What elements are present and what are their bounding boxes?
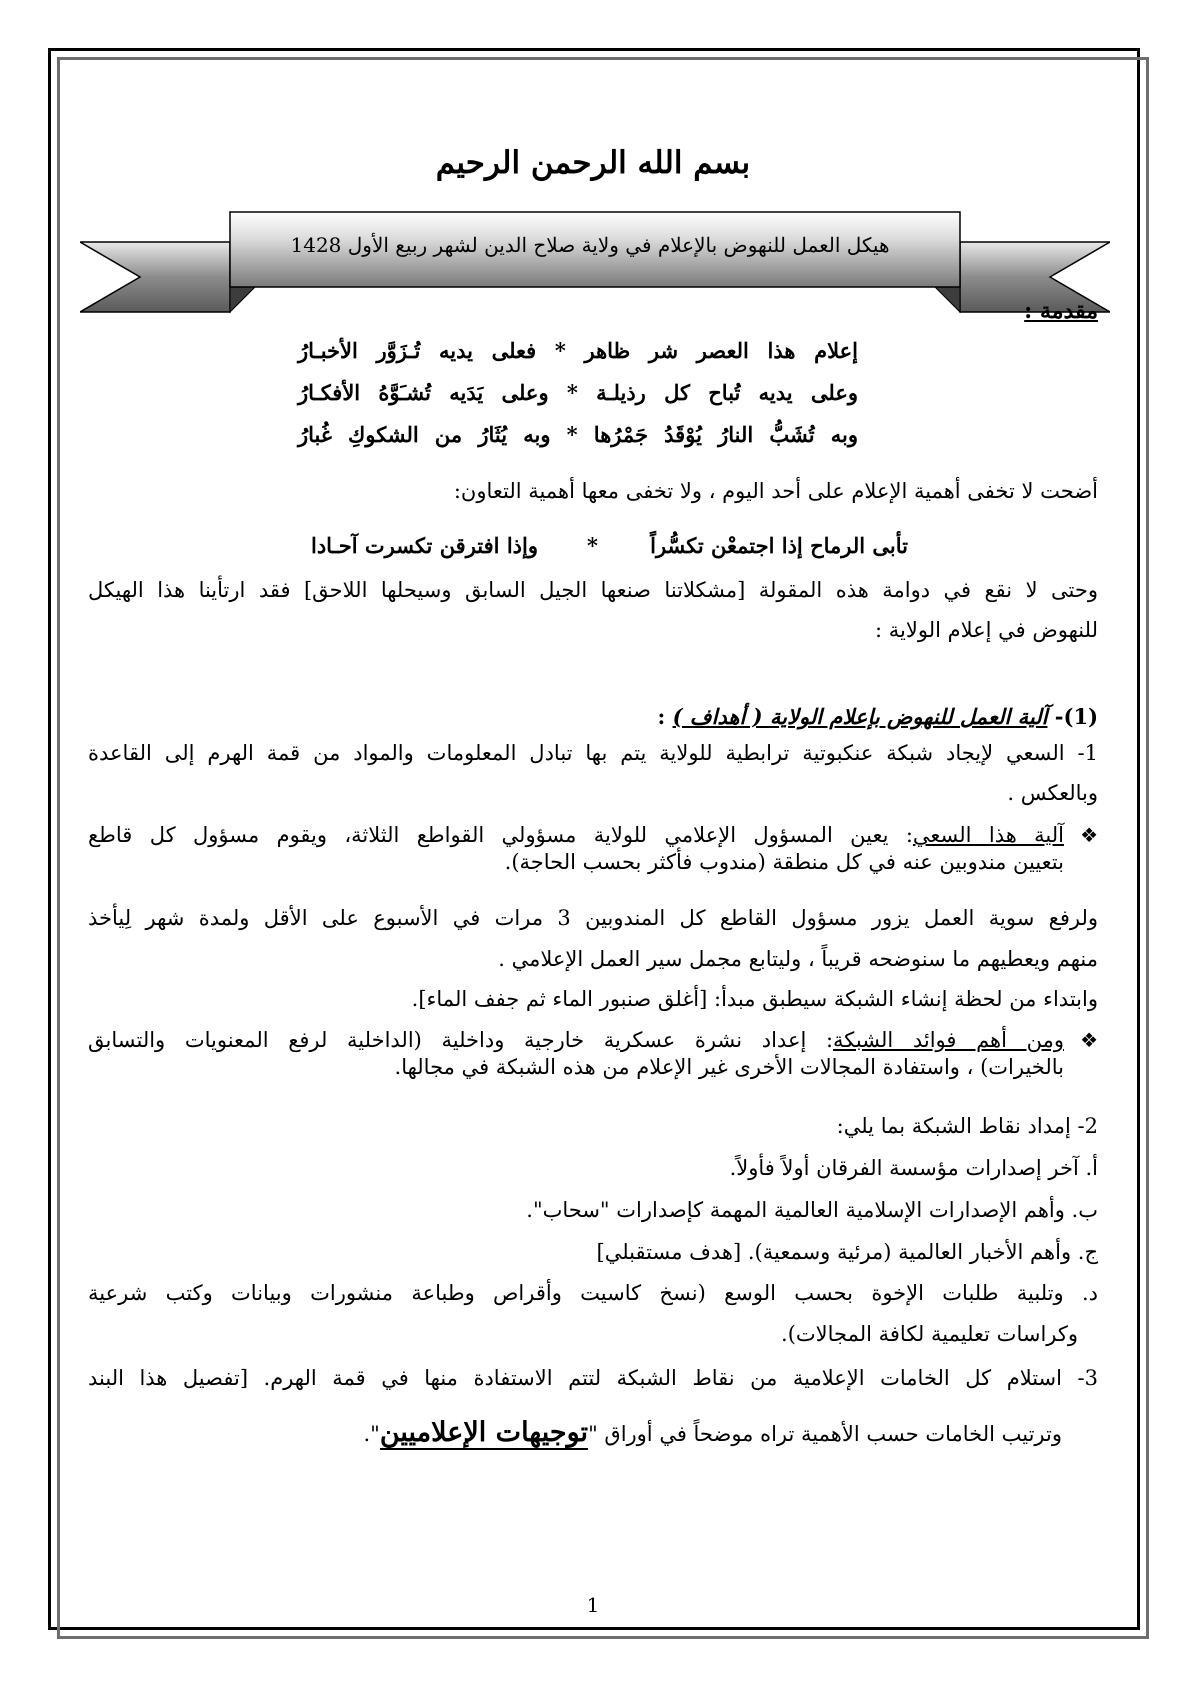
intro-paragraph: أضحت لا تخفى أهمية الإعلام على أحد اليوم ، ولا تخفى معها أهمية التعاون: [453, 479, 1098, 503]
section-colon: : [657, 704, 673, 729]
paragraph-line: للنهوض في إعلام الولاية : [875, 618, 1098, 642]
sub-item-b: ب. وأهم الإصدارات الإسلامية العالمية المهمة كإصدارات "سحاب". [526, 1198, 1098, 1222]
item-3-text: وترتيب الخامات حسب الأهمية تراه موضحاً في أوراق " [588, 1422, 1062, 1446]
bullet-label: آلية هذا السعي [912, 823, 1065, 847]
sub-item-c: ج. وأهم الأخبار العالمية (مرئية وسمعية). [هدف مستقبلي] [596, 1240, 1098, 1264]
section-number: (1)- [1054, 704, 1098, 729]
bullet-continuation: بالخيرات) ، واستفادة المجالات الأخرى غير الإعلام من هذه الشبكة في مجالها. [394, 1055, 1064, 1080]
item-3-end: ". [363, 1422, 380, 1446]
poem-line-2: وعلى يديه تُباح كل رذيلـة * وعلى يَدَيه تُشـَوَّهُ الأفكـارُ [298, 380, 858, 405]
item-3-continuation [88, 1415, 1098, 1450]
bullet-body: : إعداد نشرة عسكرية خارجية وداخلية (الداخلية لرفع المعنويات والتسابق [88, 1028, 834, 1052]
bullet-label: ومن أهم فوائد الشبكة [833, 1028, 1064, 1052]
sub-item-d: د. وتلبية طلبات الإخوة بحسب الوسع (نسخ كاسيت وأقراص وطباعة منشورات وبيانات وكتب شرعية [88, 1281, 1098, 1305]
paragraph-line: وحتى لا نقع في دوامة هذه المقولة [مشكلاتنا صنعها الجيل السابق وسيحلها اللاحق] فقد ارتأينا هذا الهيكل [88, 578, 1098, 602]
bullet-text [88, 1027, 1064, 1054]
paragraph-line: وابتداء من لحظة إنشاء الشبكة سيطبق مبدأ: [أغلق صنبور الماء ثم جفف الماء]. [411, 987, 1098, 1011]
intro-heading: مقدمة : [1024, 298, 1098, 324]
title-banner [80, 187, 1110, 327]
banner-title: هيكل العمل للنهوض بالإعلام في ولاية صلاح الدين لشهر ربيع الأول 1428 [290, 233, 890, 257]
bullet-mechanism [88, 822, 1098, 877]
basmala-heading: بسم الله الرحمن الرحيم [435, 145, 751, 181]
bullet-body: : يعين المسؤول الإعلامي للولاية مسؤولي القواطع الثلاثة، ويقوم مسؤول كل قاطع [88, 823, 913, 847]
bullet-diamond-icon: ❖ [1080, 823, 1098, 847]
sub-item-a: أ. آخر إصدارات مؤسسة الفرقان أولاً فأولاً. [729, 1156, 1098, 1180]
item-1-line: وبالعكس . [1007, 781, 1098, 805]
item-3-line: 3- استلام كل الخامات الإعلامية من نقاط الشبكة لتتم الاستفادة منها في قمة الهرم. [تفصيل هذا البند [88, 1366, 1098, 1390]
bullet-text [88, 822, 1064, 849]
verse-separator: * [587, 533, 598, 558]
page-number: 1 [586, 1593, 600, 1617]
bullet-continuation: بتعيين مندوبين عنه في كل منطقة (مندوب فأكثر بحسب الحاجة). [504, 850, 1064, 875]
verse-first-half: تأبى الرماح إذا اجتمعْن تكسُّراً [650, 533, 908, 558]
item-2-line: 2- إمداد نقاط الشبكة بما يلي: [836, 1114, 1098, 1138]
bullet-benefits [88, 1027, 1098, 1082]
bullet-diamond-icon: ❖ [1080, 1028, 1098, 1052]
poem-line-1: إعلام هذا العصر شر ظاهر * فعلى يديه تُـزَوَّر الأخبـارُ [298, 338, 858, 363]
poem-line-3: وبه تُشَبُّ النارُ يُوْقَدُ جَمْرُها * وبه يُثَارُ من الشكوكِ غُبارُ [298, 422, 858, 447]
document-page [88, 60, 1098, 1620]
paragraph-line: ولرفع سوية العمل يزور مسؤول القاطع كل المندوبين 3 مرات في الأسبوع على الأقل ولمدة شهر لِيأخذ [88, 906, 1098, 930]
section-1-heading [88, 703, 1098, 730]
section-title: آلية العمل للنهوض بإعلام الولاية ( أهداف ) [672, 704, 1048, 729]
paragraph-line: منهم ويعطيهم ما سنوضحه قريباً ، وليتابع مجمل سير العمل الإعلامي . [498, 947, 1098, 971]
item-1-line: 1- السعي لإيجاد شبكة عنكبوتية ترابطية للولاية يتم بها تبادل المعلومات والمواد من قمة الهرم إلى القاعدة [88, 741, 1098, 765]
brand-title: توجيهات الإعلاميين [379, 1417, 589, 1448]
verse-second-half: وإذا افترقن تكسرت آحـادا [310, 533, 538, 558]
sub-item-d-continuation: وكراسات تعليمية لكافة المجالات). [781, 1322, 1078, 1346]
